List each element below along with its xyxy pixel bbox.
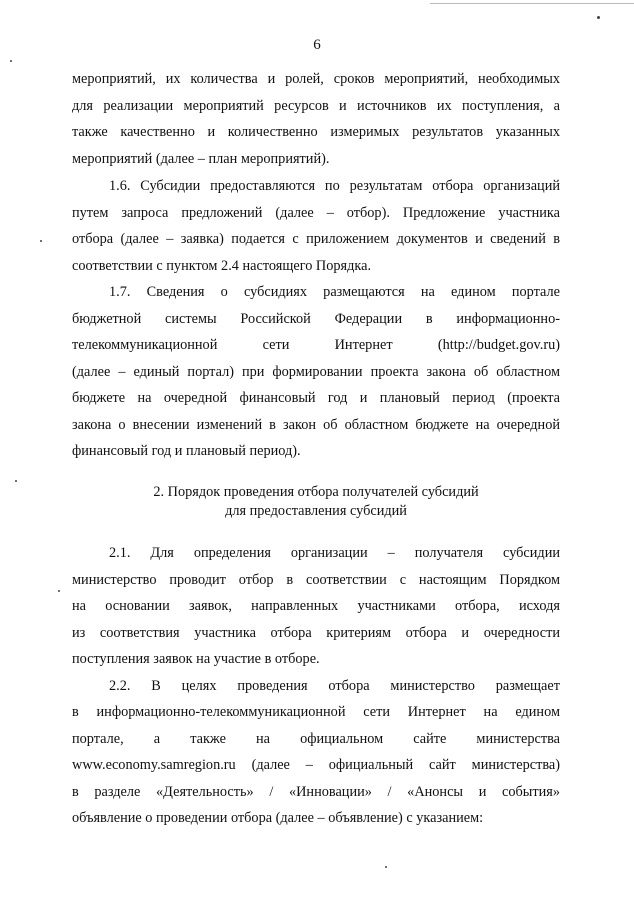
text-line: на основании заявок, направленных участниками отбора, исходя	[72, 598, 560, 614]
paragraph-2-2-line: 2.2. В целях проведения отбора министерство размещает	[109, 677, 560, 694]
text-line: финансовый год и плановый период).	[72, 443, 301, 459]
text-line: в информационно-телекоммуникационной сети Интернет на едином	[72, 704, 560, 720]
text-line: для реализации мероприятий ресурсов и источников их поступления, а	[72, 97, 560, 114]
text-line: путем запроса предложений (далее – отбор). Предложение участника	[72, 204, 560, 221]
page-number: 6	[313, 37, 321, 53]
text-line: бюджетной системы Российской Федерации в информационно-	[72, 310, 560, 327]
text-line: в разделе «Деятельность» / «Инновации» / «Анонсы и события»	[72, 783, 560, 800]
paragraph-1-6-line: 1.6. Субсидии предоставляются по результатам отбора организаций	[109, 178, 560, 194]
text-line: отбора (далее – заявка) подается с приложением документов и сведений в	[72, 231, 560, 247]
text-line: министерство проводит отбор в соответствии с настоящим Порядком	[72, 571, 560, 588]
paragraph-continuation	[72, 66, 560, 172]
section-heading	[72, 483, 560, 521]
text-line: телекоммуникационной сети Интернет (http://budget.gov.ru)	[72, 337, 560, 353]
paragraphs-1-6-1-7	[72, 173, 560, 465]
paragraph-1-7-line: 1.7. Сведения о субсидиях размещаются на едином портале	[109, 284, 560, 300]
text-line: также качественно и количественно измеримых результатов указанных	[72, 124, 560, 140]
scan-speck	[597, 16, 600, 19]
text-line: www.economy.samregion.ru (далее – официальный сайт министерства)	[72, 757, 560, 773]
text-line: бюджете на очередной финансовый год и плановый период (проекта	[72, 390, 560, 406]
text-line: (далее – единый портал) при формировании проекта закона об областном	[72, 363, 560, 380]
text-line: мероприятий (далее – план мероприятий).	[72, 150, 330, 167]
section-heading-line: для предоставления субсидий	[225, 503, 407, 519]
paragraphs-2-1-2-2	[72, 540, 560, 832]
text-line: портале, а также на официальном сайте министерства	[72, 730, 560, 747]
text-line: мероприятий, их количества и ролей, сроков мероприятий, необходимых	[72, 71, 560, 87]
scan-speck	[58, 590, 60, 592]
scan-speck	[10, 60, 12, 62]
scan-speck	[40, 240, 42, 242]
scan-speck	[15, 480, 17, 482]
paragraph-2-1-line: 2.1. Для определения организации – получателя субсидии	[109, 545, 560, 561]
text-line: из соответствия участника отбора критериям отбора и очередности	[72, 624, 560, 641]
scan-speck	[385, 866, 387, 868]
text-line: закона о внесении изменений в закон об областном бюджете на очередной	[72, 416, 560, 433]
scan-top-rule	[430, 3, 634, 4]
text-line: соответствии с пунктом 2.4 настоящего Порядка.	[72, 257, 372, 274]
section-heading-line: 2. Порядок проведения отбора получателей субсидий	[153, 484, 479, 500]
text-line: поступления заявок на участие в отборе.	[72, 651, 320, 667]
text-line: объявление о проведении отбора (далее – объявление) с указанием:	[72, 810, 484, 826]
